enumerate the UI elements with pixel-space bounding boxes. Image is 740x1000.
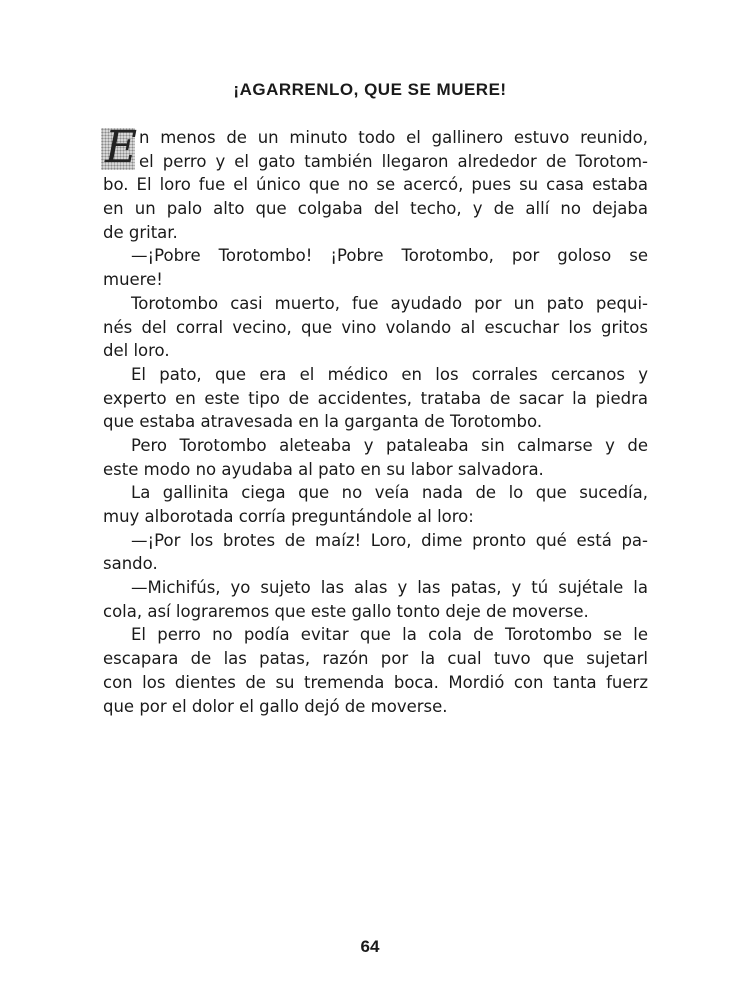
- text-line: este modo no ayudaba al pato en su labor salvadora.: [103, 459, 544, 479]
- text-line: experto en este tipo de accidentes, trataba de sacar la piedra: [103, 388, 648, 408]
- text-line: del loro.: [103, 341, 170, 361]
- text-line: —Michifús, yo sujeto las alas y las patas, y tú sujétale la: [131, 578, 648, 598]
- text-line: Torotombo casi muerto, fue ayudado por un pato pequi-: [131, 293, 648, 313]
- text-line: con los dientes de su tremenda boca. Mordió con tanta fuerz: [103, 672, 648, 692]
- story-text: [103, 122, 648, 718]
- text-line: El perro no podía evitar que la cola de Torotombo se le: [131, 625, 648, 645]
- text-line: n menos de un minuto todo el gallinero estuvo reunido,: [139, 128, 648, 147]
- text-line: en un palo alto que colgaba del techo, y de allí no dejaba: [103, 199, 648, 219]
- text-line: El pato, que era el médico en los corrales cercanos y: [131, 364, 648, 384]
- drop-cap: [101, 122, 138, 173]
- text-line: que estaba atravesada en la garganta de Torotombo.: [103, 412, 543, 432]
- text-line: muere!: [103, 270, 163, 290]
- text-line: nés del corral vecino, que vino volando al escuchar los gritos: [103, 317, 648, 337]
- text-line: el perro y el gato también llegaron alrededor de Torotom-: [139, 151, 648, 171]
- drop-cap-letter: E: [105, 122, 138, 173]
- page-number: 64: [360, 937, 380, 956]
- text-line: La gallinita ciega que no veía nada de lo que sucedía,: [131, 483, 648, 503]
- text-line: muy alborotada corría preguntándole al loro:: [103, 507, 474, 526]
- text-line: —¡Por los brotes de maíz! Loro, dime pronto qué está pa-: [131, 530, 648, 550]
- text-line: —¡Pobre Torotombo! ¡Pobre Torotombo, por goloso se: [131, 246, 648, 266]
- text-line: de gritar.: [103, 222, 178, 242]
- text-line: Pero Torotombo aleteaba y pataleaba sin calmarse y de: [131, 435, 648, 455]
- chapter-title: ¡AGARRENLO, QUE SE MUERE!: [233, 80, 507, 99]
- text-line: escapara de las patas, razón por la cual tuvo que sujetarl: [103, 649, 648, 669]
- text-line: cola, así lograremos que este gallo tonto deje de moverse.: [103, 601, 589, 621]
- text-line: que por el dolor el gallo dejó de moverse.: [103, 696, 448, 716]
- text-line: bo. El loro fue el único que no se acercó, pues su casa estaba: [103, 175, 648, 195]
- text-line: sando.: [103, 554, 158, 574]
